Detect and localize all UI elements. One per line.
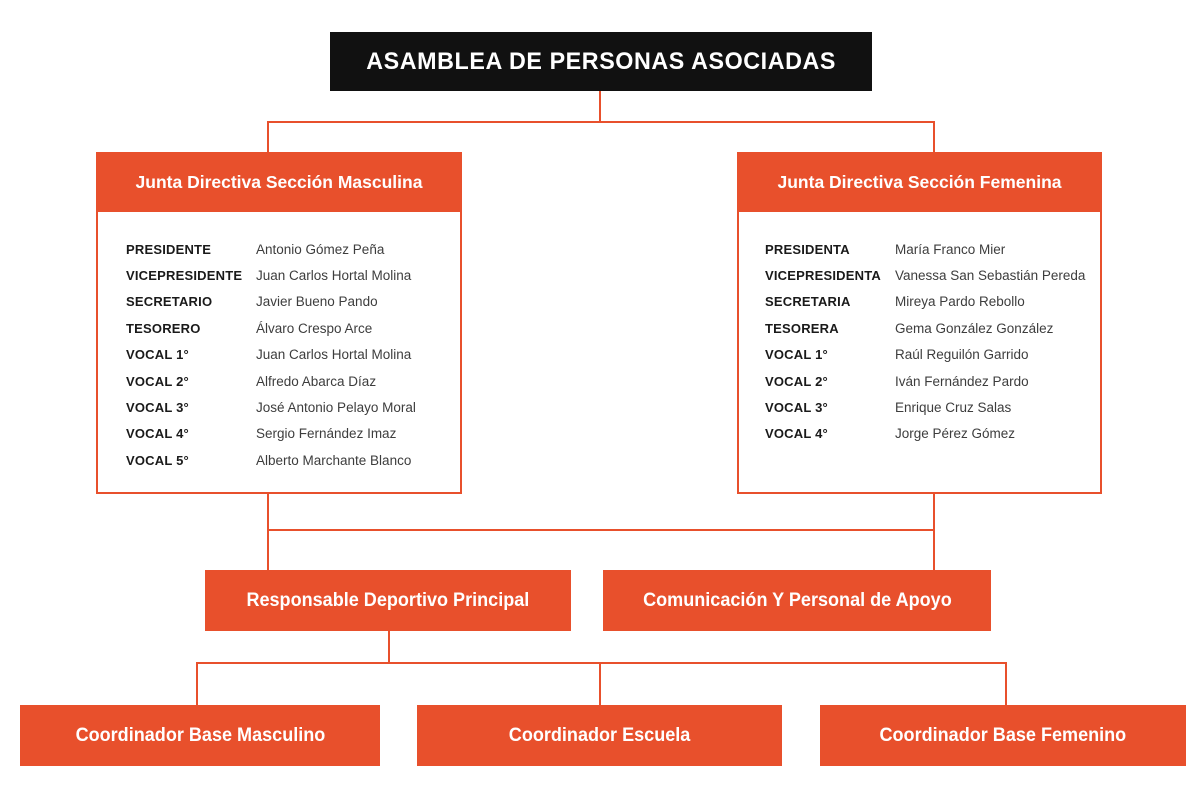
member-row	[126, 289, 452, 315]
connector-coord-mid-drop	[599, 662, 601, 706]
member-role: TESORERA	[765, 320, 839, 336]
member-role: PRESIDENTA	[765, 241, 850, 257]
board-masculina-header	[96, 152, 462, 212]
member-role: VICEPRESIDENTE	[126, 268, 243, 284]
member-row	[126, 315, 452, 341]
connector-mid-horizontal	[267, 529, 935, 531]
member-name: Alberto Marchante Blanco	[256, 452, 412, 468]
member-row	[126, 447, 452, 473]
connector-bottom-horizontal	[196, 662, 1007, 664]
box-responsable-deportivo	[205, 570, 571, 631]
connector-right-board-drop	[933, 121, 935, 153]
member-row	[765, 394, 1092, 420]
member-row	[126, 262, 452, 288]
member-name: Gema González González	[895, 320, 1054, 336]
member-row	[765, 368, 1092, 394]
member-role: VOCAL 1°	[765, 347, 828, 363]
member-name: Raúl Reguilón Garrido	[895, 347, 1029, 363]
member-role: SECRETARIA	[765, 294, 851, 310]
member-row	[126, 394, 452, 420]
member-name: Enrique Cruz Salas	[895, 400, 1012, 416]
member-name: Alfredo Abarca Díaz	[256, 373, 377, 389]
board-femenina-body	[737, 212, 1102, 494]
comunicacion-apoyo-label: Comunicación Y Personal de Apoyo	[642, 589, 952, 611]
member-name: Álvaro Crespo Arce	[256, 320, 373, 336]
box-coordinador-escuela	[417, 705, 782, 766]
member-row	[765, 289, 1092, 315]
member-name: Jorge Pérez Gómez	[895, 426, 1016, 442]
box-comunicacion-apoyo	[603, 570, 991, 631]
member-name: Javier Bueno Pando	[256, 294, 378, 310]
member-role: VICEPRESIDENTA	[765, 268, 881, 284]
member-role: VOCAL 4°	[765, 426, 828, 442]
member-row	[765, 236, 1092, 262]
member-role: VOCAL 4°	[126, 426, 189, 442]
box-coordinador-base-femenino	[820, 705, 1186, 766]
member-name: José Antonio Pelayo Moral	[256, 400, 416, 416]
connector-left-board-down	[267, 493, 269, 571]
board-femenina-header	[737, 152, 1102, 212]
member-name: Iván Fernández Pardo	[895, 373, 1029, 389]
connector-banner-drop	[599, 91, 601, 122]
board-masculina	[96, 152, 462, 494]
member-name: Vanessa San Sebastián Pereda	[895, 268, 1086, 284]
connector-coord-right-drop	[1005, 662, 1007, 706]
member-role: VOCAL 1°	[126, 347, 189, 363]
board-femenina	[737, 152, 1102, 494]
member-row	[765, 315, 1092, 341]
member-row	[126, 236, 452, 262]
member-role: PRESIDENTE	[126, 241, 212, 257]
coordinador-base-femenino-label: Coordinador Base Femenino	[879, 724, 1127, 746]
member-name: Sergio Fernández Imaz	[256, 426, 397, 442]
connector-responsable-drop	[388, 630, 390, 664]
member-role: TESORERO	[126, 320, 201, 336]
member-role: VOCAL 2°	[765, 373, 828, 389]
member-name: Juan Carlos Hortal Molina	[256, 347, 412, 363]
coordinador-escuela-label: Coordinador Escuela	[508, 724, 691, 746]
member-name: Antonio Gómez Peña	[256, 241, 385, 257]
member-row	[765, 342, 1092, 368]
member-role: VOCAL 3°	[126, 400, 189, 416]
box-coordinador-base-masculino	[20, 705, 380, 766]
member-role: VOCAL 3°	[765, 400, 828, 416]
responsable-deportivo-label: Responsable Deportivo Principal	[246, 589, 530, 611]
connector-right-board-down	[933, 493, 935, 571]
member-row	[765, 421, 1092, 447]
member-name: Mireya Pardo Rebollo	[895, 294, 1025, 310]
member-row	[126, 342, 452, 368]
member-role: VOCAL 2°	[126, 373, 189, 389]
member-name: María Franco Mier	[895, 241, 1006, 257]
member-role: SECRETARIO	[126, 294, 213, 310]
board-masculina-body	[96, 212, 462, 494]
connector-top-horizontal	[267, 121, 935, 123]
board-masculina-title: Junta Directiva Sección Masculina	[135, 171, 423, 192]
coordinador-base-masculino-label: Coordinador Base Masculino	[75, 724, 325, 746]
member-row	[126, 421, 452, 447]
member-role: VOCAL 5°	[126, 452, 189, 468]
board-femenina-title: Junta Directiva Sección Femenina	[777, 171, 1062, 192]
assembly-title: ASAMBLEA DE PERSONAS ASOCIADAS	[366, 47, 836, 75]
connector-coord-left-drop	[196, 662, 198, 706]
connector-left-board-drop	[267, 121, 269, 153]
member-name: Juan Carlos Hortal Molina	[256, 268, 412, 284]
assembly-box	[330, 32, 872, 91]
member-row	[126, 368, 452, 394]
member-row	[765, 262, 1092, 288]
